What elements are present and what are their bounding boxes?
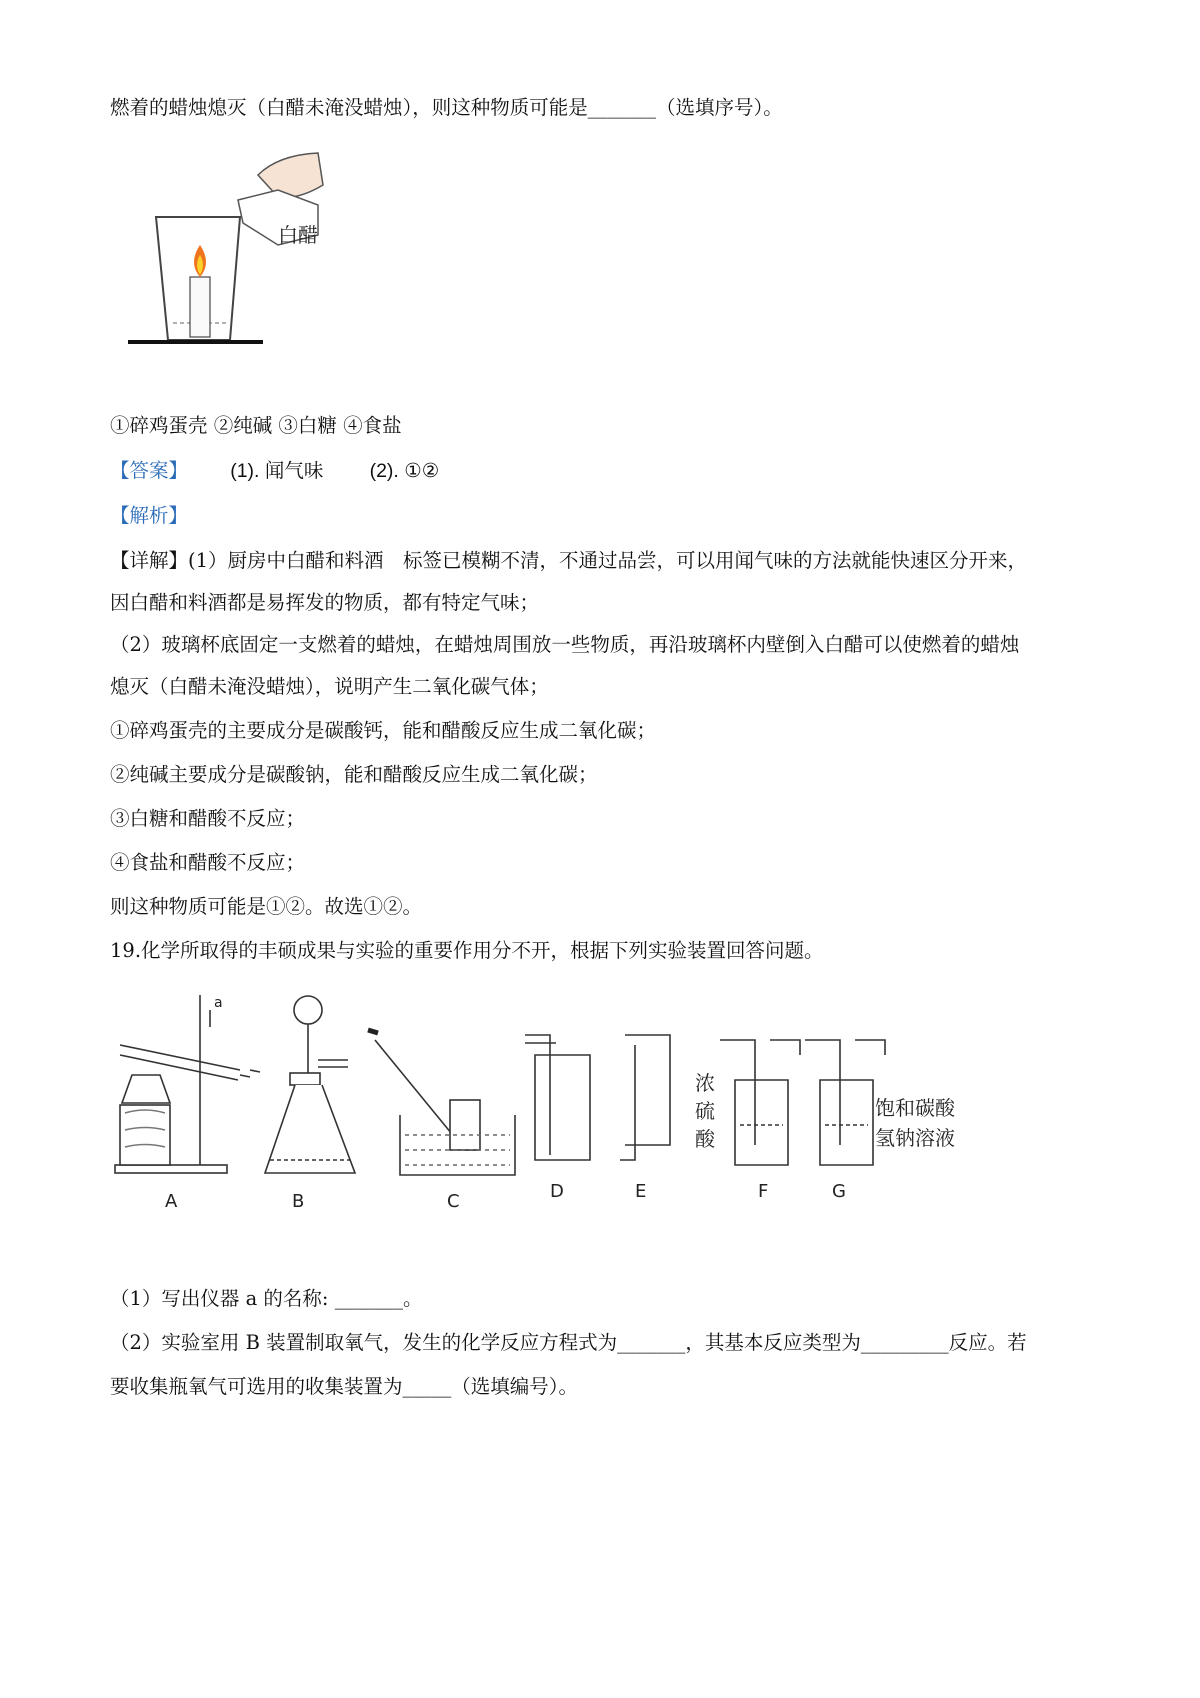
detail-line-4: 熄灭（白醋未淹没蜡烛），说明产生二氧化碳气体； <box>110 675 549 698</box>
apparatus-f <box>720 1040 800 1165</box>
letter-f: F <box>758 1181 769 1202</box>
detail-line-5: ①碎鸡蛋壳的主要成分是碳酸钙，能和醋酸反应生成二氧化碳； <box>110 719 657 742</box>
q19-sub2-line1: （2）实验室用 B 装置制取氧气，发生的化学反应方程式为_______，其基本反应类型为_________反应。若 <box>110 1331 1027 1354</box>
letter-b: B <box>292 1191 305 1212</box>
apparatus-d <box>525 1035 590 1160</box>
letter-c: C <box>447 1191 460 1212</box>
analysis-tag: 【解析】 <box>110 504 189 527</box>
apparatus-a <box>115 995 260 1173</box>
label-g-2: 氢钠溶液 <box>875 1126 955 1150</box>
detail-line-9: 则这种物质可能是①②。故选①②。 <box>110 895 423 918</box>
candle-icon <box>190 277 210 337</box>
answer-tag: 【答案】 <box>110 459 189 482</box>
label-a: a <box>214 995 223 1011</box>
label-f-3: 酸 <box>695 1127 715 1151</box>
detail-line-7: ③白糖和醋酸不反应； <box>110 807 306 830</box>
letter-g: G <box>832 1181 846 1202</box>
letter-e: E <box>635 1181 647 1202</box>
label-f-2: 硫 <box>695 1099 715 1123</box>
apparatus-figure <box>110 985 1010 1225</box>
answer-row <box>110 457 439 485</box>
vinegar-candle-figure <box>128 145 358 355</box>
detail-line-6: ②纯碱主要成分是碳酸钠，能和醋酸反应生成二氧化碳； <box>110 763 598 786</box>
detail-line-3: （2）玻璃杯底固定一支燃着的蜡烛，在蜡烛周围放一些物质，再沿玻璃杯内壁倒入白醋可以使燃着的蜡烛 <box>110 633 1020 656</box>
vinegar-label: 白醋 <box>278 223 318 247</box>
answer-1: (1). 闻气味 <box>230 460 324 482</box>
apparatus-b <box>265 996 355 1173</box>
detail-line-8: ④食盐和醋酸不反应； <box>110 851 306 874</box>
q18-intro-line: 燃着的蜡烛熄灭（白醋未淹没蜡烛），则这种物质可能是_______（选填序号）。 <box>110 96 783 119</box>
answer-2: (2). ①② <box>369 460 440 482</box>
apparatus-g <box>805 1040 885 1165</box>
apparatus-c <box>368 1030 515 1175</box>
q19-sub2-line2: 要收集瓶氧气可选用的收集装置为_____（选填编号）。 <box>110 1375 579 1398</box>
detail-line-1: 【详解】(1）厨房中白醋和料酒 标签已模糊不清，不通过品尝，可以用闻气味的方法就能快速区分开来， <box>110 549 1028 572</box>
apparatus-e <box>620 1035 670 1160</box>
hand-icon <box>258 153 323 198</box>
label-f-1: 浓 <box>695 1071 715 1095</box>
q19-title: 19.化学所取得的丰硕成果与实验的重要作用分不开，根据下列实验装置回答问题。 <box>110 939 824 962</box>
label-g-1: 饱和碳酸 <box>875 1096 955 1120</box>
letter-a: A <box>165 1191 178 1212</box>
q18-options: ①碎鸡蛋壳 ②纯碱 ③白糖 ④食盐 <box>110 414 402 437</box>
q19-sub1: （1）写出仪器 a 的名称: _______。 <box>110 1287 423 1310</box>
detail-line-2: 因白醋和料酒都是易挥发的物质，都有特定气味； <box>110 591 540 614</box>
letter-d: D <box>550 1181 564 1202</box>
